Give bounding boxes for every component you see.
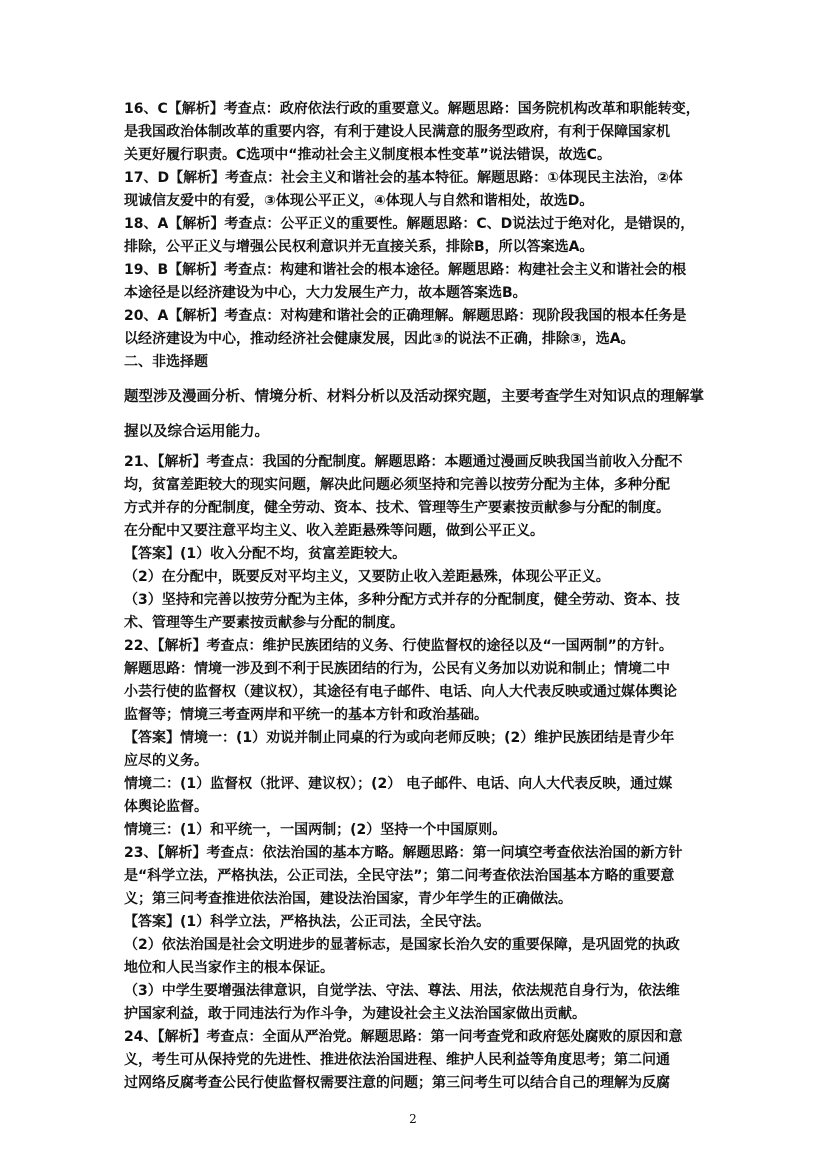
section-intro: 题型涉及漫画分析、情境分析、材料分析以及活动探究题，主要考查学生对知识点的理解掌 xyxy=(124,389,704,405)
text-line: 17、D【解析】考查点：社会主义和谐社会的基本特征。解题思路：①体现民主法治，②体 xyxy=(124,170,683,186)
text-line: 义，考生可从保持党的先进性、推进依法治国进程、维护人民利益等角度思考；第二问通 xyxy=(124,1052,670,1068)
text-line: 均，贫富差距较大的现实问题，解决此问题必须坚持和完善以按劳分配为主体，多种分配 xyxy=(124,477,670,493)
text-line: 过网络反腐考查公民行使监督权需要注意的问题；第三问考生可以结合自己的理解为反腐 xyxy=(124,1075,670,1091)
text-line: 21、【解析】考查点：我国的分配制度。解题思路：本题通过漫画反映我国当前收入分配不 xyxy=(124,454,683,470)
text-line: （2）依法治国是社会文明进步的显著标志，是国家长治久安的重要保障，是巩固党的执政 xyxy=(124,937,680,953)
text-line: 情境二：(1）监督权（批评、建议权）；(2） 电子邮件、电话、向人大代表反映，通过媒 xyxy=(124,776,673,792)
page-number: 2 xyxy=(409,1112,417,1126)
text-line: 地位和人民当家作主的根本保证。 xyxy=(124,960,334,976)
text-line: 本途径是以经济建设为中心，大力发展生产力，故本题答案选B。 xyxy=(124,285,527,301)
text-line: 是我国政治体制改革的重要内容，有利于建设人民满意的服务型政府，有利于保障国家机 xyxy=(124,124,670,140)
text-line: 现诚信友爱中的有爱，③体现公平正义，④体现人与自然和谐相处，故选D。 xyxy=(124,193,594,209)
text-line: 术、管理等生产要素按贡献参与分配的制度。 xyxy=(124,615,404,631)
text-line: 体舆论监督。 xyxy=(124,799,208,815)
text-line: 18、A【解析】考查点：公平正义的重要性。解题思路：C、D说法过于绝对化，是错误的， xyxy=(124,216,695,232)
text-line: 解题思路：情境一涉及到不利于民族团结的行为，公民有义务加以劝说和制止；情境二中 xyxy=(124,661,670,677)
text-line: 20、A【解析】考查点：对构建和谐社会的正确理解。解题思路：现阶段我国的根本任务是 xyxy=(124,308,687,324)
text-line: 排除，公平正义与增强公民权利意识并无直接关系，排除B，所以答案选A。 xyxy=(124,239,594,255)
text-line: 19、B【解析】考查点：构建和谐社会的根本途径。解题思路：构建社会主义和谐社会的根 xyxy=(124,262,687,278)
text-line: 方式并存的分配制度，健全劳动、资本、技术、管理等生产要素按贡献参与分配的制度。 xyxy=(124,500,670,516)
text-line: （3）中学生要增强法律意识，自觉学法、守法、尊法、用法，依法规范自身行为，依法维 xyxy=(124,983,680,999)
text-line: 22、【解析】考查点：维护民族团结的义务、行使监督权的途径以及“一国两制”的方针。 xyxy=(124,638,673,654)
section-heading: 二、非选择题 xyxy=(124,354,208,370)
text-line: 以经济建设为中心，推动经济社会健康发展，因此③的说法不正确，排除③，选A。 xyxy=(124,331,635,347)
section-intro: 握以及综合运用能力。 xyxy=(124,424,269,440)
text-line: 关更好履行职责。C选项中“推动社会主义制度根本性变革”说法错误，故选C。 xyxy=(124,147,611,163)
text-line: 是“科学立法，严格执法，公正司法，全民守法”；第二问考查依法治国基本方略的重要意 xyxy=(124,868,675,884)
text-line: 23、【解析】考查点：依法治国的基本方略。解题思路：第一问填空考查依法治国的新方针 xyxy=(124,845,683,861)
text-line: 监督等；情境三考查两岸和平统一的基本方针和政治基础。 xyxy=(124,707,488,723)
text-line: 护国家利益，敢于同违法行为作斗争，为建设社会主义法治国家做出贡献。 xyxy=(124,1006,586,1022)
text-line: 义；第三问考查推进依法治国，建设法治国家，青少年学生的正确做法。 xyxy=(124,891,572,907)
text-line: 在分配中又要注意平均主义、收入差距悬殊等问题，做到公平正义。 xyxy=(124,523,544,539)
text-line: （2）在分配中，既要反对平均主义，又要防止收入差距悬殊，体现公平正义。 xyxy=(124,569,610,585)
text-line: 16、C【解析】考查点：政府依法行政的重要意义。解题思路：国务院机构改革和职能转变， xyxy=(124,101,700,117)
text-line: 【答案】情境一：(1）劝说并制止同桌的行为或向老师反映；(2）维护民族团结是青少年 xyxy=(124,730,675,746)
text-line: 24、【解析】考查点：全面从严治党。解题思路：第一问考查党和政府惩处腐败的原因和意 xyxy=(124,1029,683,1045)
text-line: 小芸行使的监督权（建议权），其途径有电子邮件、电话、向人大代表反映或通过媒体舆论 xyxy=(124,684,677,700)
text-line: （3）坚持和完善以按劳分配为主体，多种分配方式并存的分配制度，健全劳动、资本、技 xyxy=(124,592,680,608)
text-line: 【答案】(1）收入分配不均，贫富差距较大。 xyxy=(124,546,407,562)
text-line: 应尽的义务。 xyxy=(124,753,208,769)
text-line: 情境三：(1）和平统一，一国两制；(2）坚持一个中国原则。 xyxy=(124,822,507,838)
text-line: 【答案】(1）科学立法，严格执法，公正司法，全民守法。 xyxy=(124,914,491,930)
